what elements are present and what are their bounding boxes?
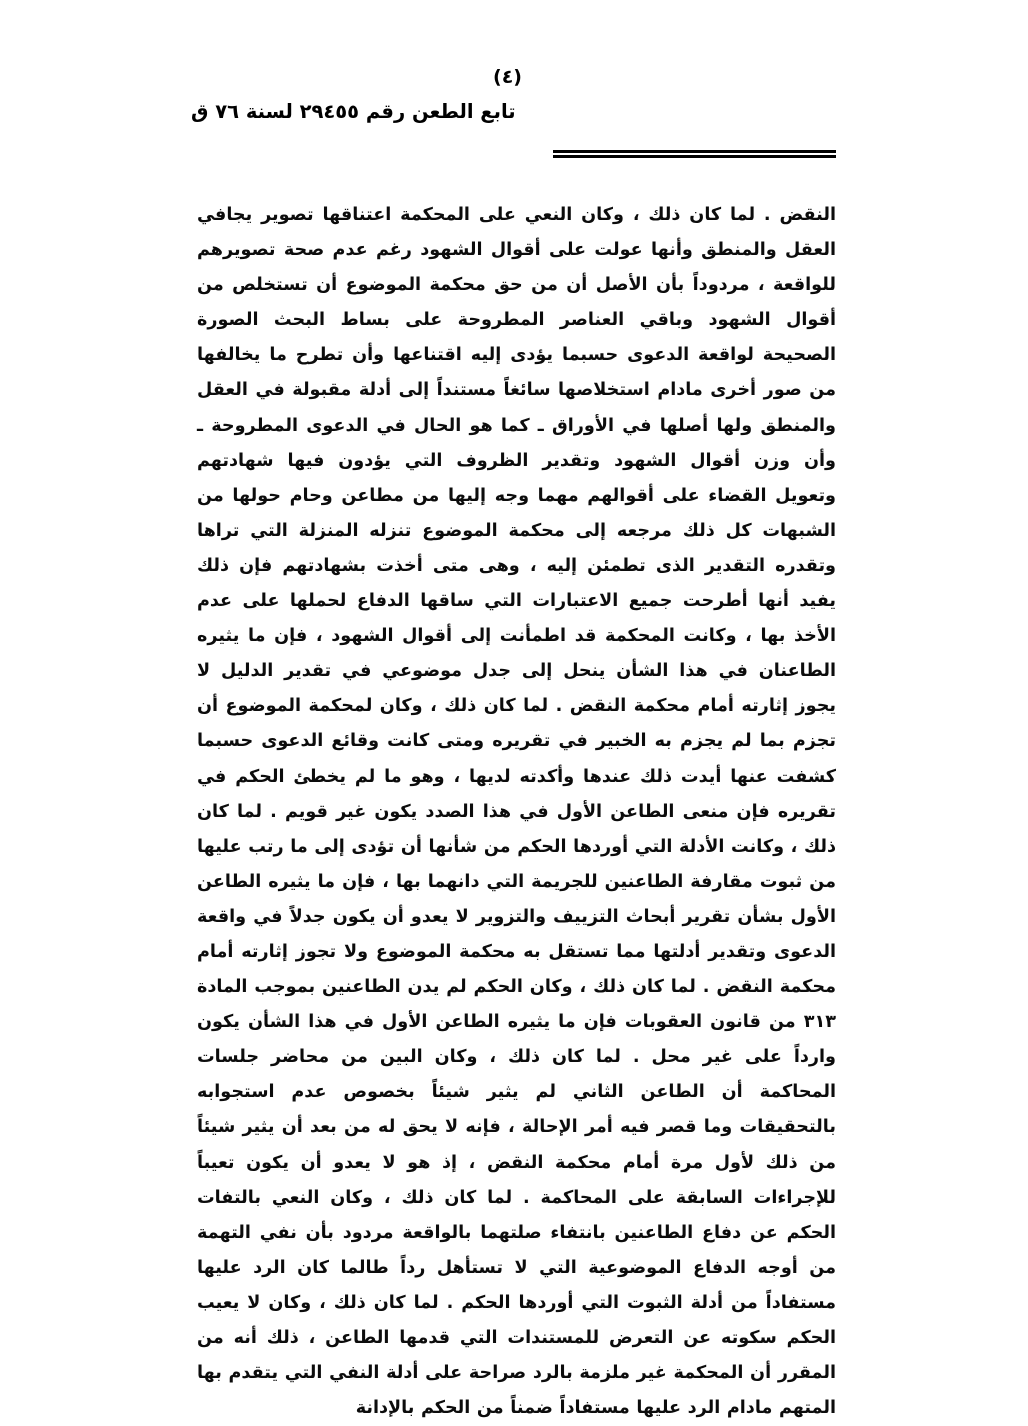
page-number: (٤) — [493, 66, 522, 88]
case-reference-text: تابع الطعن رقم ٢٩٤٥٥ لسنة ٧٦ ق — [191, 100, 516, 123]
body-paragraph: النقض . لما كان ذلك ، وكان النعي على المحكمة اعتناقها تصوير يجافي العقل والمنطق وأنها عولت على أقوال الشهود رغم عدم صحة تصويرهم للواقعة ، مردوداً بأن الأصل أن من حق محكمة الموضوع أن تستخلص من أقوال الشهود وباقي العناصر المطروحة على بساط البحث الصورة الصحيحة لواقعة الدعوى حسبما يؤدى إليه اقتناعها وأن تطرح ما يخالفها من صور أخرى مادام استخلاصها سائغاً مستنداً إلى أدلة مقبولة في العقل والمنطق ولها أصلها في الأوراق ـ كما هو الحال في الدعوى المطروحة ـ وأن وزن أقوال الشهود وتقدير الظروف التي يؤدون فيها شهادتهم وتعويل القضاء على أقوالهم مهما وجه إليها من مطاعن وحام حولها من الشبهات كل ذلك مرجعه إلى محكمة الموضوع تنزله المنزلة التي تراها وتقدره التقدير الذى تطمئن إليه ، وهى متى أخذت بشهادتهم فإن ذلك يفيد أنها أطرحت جميع الاعتبارات التي ساقها الدفاع لحملها على عدم الأخذ بها ، وكانت المحكمة قد اطمأنت إلى أقوال الشهود ، فإن ما يثيره الطاعنان في هذا الشأن ينحل إلى جدل موضوعي في تقدير الدليل لا يجوز إثارته أمام محكمة النقض . لما كان ذلك ، وكان لمحكمة الموضوع أن تجزم بما لم يجزم به الخبير في تقريره ومتى كانت وقائع الدعوى حسبما كشفت عنها أيدت ذلك عندها وأكدته لديها ، وهو ما لم يخطئ الحكم في تقريره فإن منعى الطاعن الأول في هذا الصدد يكون غير قويم . لما كان ذلك ، وكانت الأدلة التي أوردها الحكم من شأنها أن تؤدى إلى ما رتب عليها من ثبوت مقارفة الطاعنين للجريمة التي دانهما بها ، فإن ما يثيره الطاعن الأول بشأن تقرير أبحاث التزييف والتزوير لا يعدو أن يكون جدلاً في واقعة الدعوى وتقدير أدلتها مما تستقل به محكمة الموضوع ولا تجوز إثارته أمام محكمة النقض . لما كان ذلك ، وكان الحكم لم يدن الطاعنين بموجب المادة ٣١٣ من قانون العقوبات فإن ما يثيره الطاعن الأول في هذا الشأن يكون وارداً على غير محل . لما كان ذلك ، وكان البين من محاضر جلسات المحاكمة أن الطاعن الثاني لم يثير شيئاً بخصوص عدم استجوابه بالتحقيقات وما قصر فيه أمر الإحالة ، فإنه لا يحق له من بعد أن يثير شيئاً من ذلك لأول مرة أمام محكمة النقض ، إذ هو لا يعدو أن يكون تعيباً للإجراءات السابقة على المحاكمة . لما كان ذلك ، وكان النعي بالتفات الحكم عن دفاع الطاعنين بانتفاء صلتهما بالواقعة مردود بأن نفي التهمة من أوجه الدفاع الموضوعية التي لا تستأهل رداً طالما كان الرد عليها مستفاداً من أدلة الثبوت التي أوردها الحكم . لما كان ذلك ، وكان لا يعيب الحكم سكوته عن التعرض للمستندات التي قدمها الطاعن ، ذلك أنه من المقرر أن المحكمة غير ملزمة بالرد صراحة على أدلة النفي التي يتقدم بها المتهم مادام الرد عليها مستفاداً ضمناً من الحكم بالإدانة — [197, 205, 836, 1419]
header-divider-rule — [553, 150, 836, 158]
document-body — [197, 198, 836, 1426]
case-reference-heading — [193, 100, 835, 123]
